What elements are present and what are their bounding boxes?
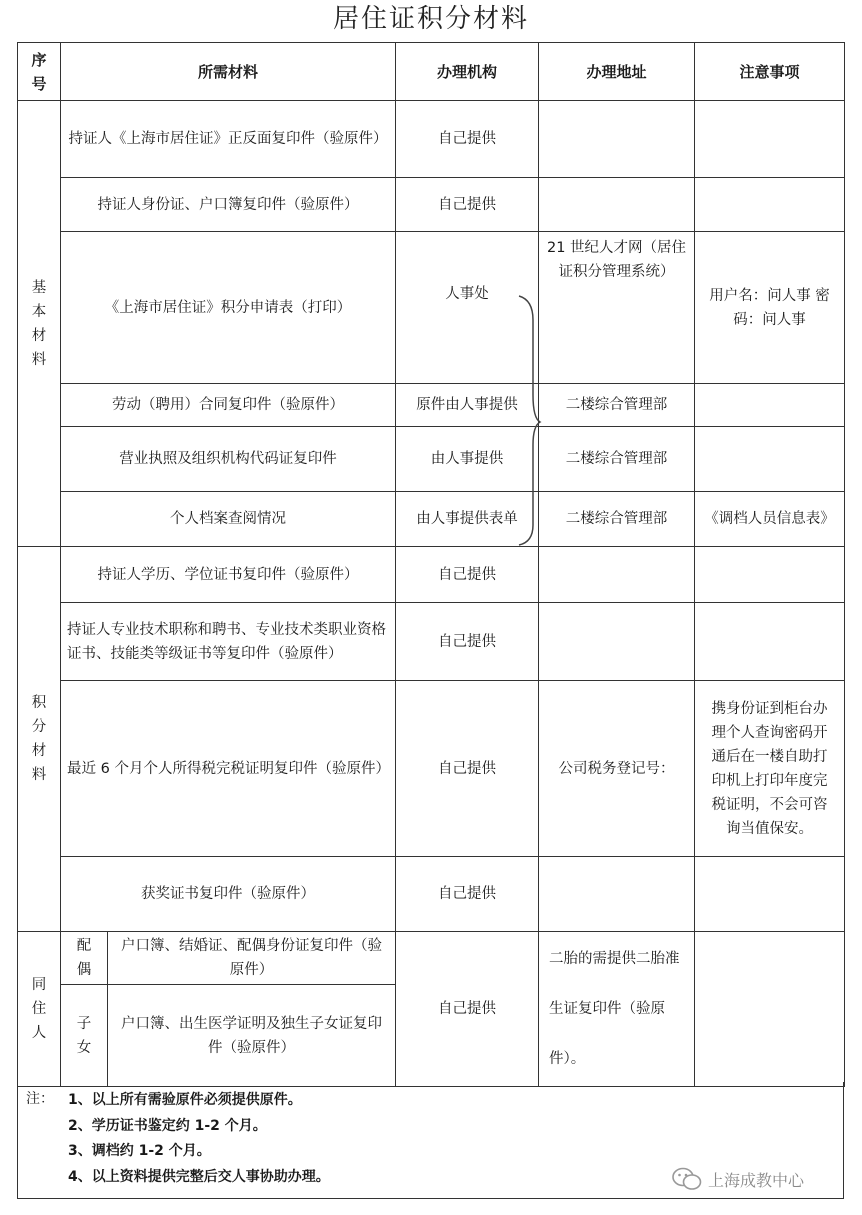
agency-cell: 自己提供 <box>396 547 539 603</box>
table-row <box>18 547 845 603</box>
header-agency: 办理机构 <box>396 43 539 101</box>
footnote-item: 1、以上所有需验原件必须提供原件。 <box>68 1092 302 1108</box>
header-address: 办理地址 <box>539 43 695 101</box>
cohab-who-cell: 配 偶 <box>61 932 108 985</box>
agency-cell: 自己提供 <box>396 101 539 178</box>
footnote-item: 3、调档约 1-2 个月。 <box>68 1143 211 1159</box>
footnote-item: 4、以上资料提供完整后交人事协助办理。 <box>68 1168 330 1185</box>
agency-cell: 由人事提供表单 <box>396 492 539 547</box>
notes-cell <box>695 384 845 427</box>
address-cell: 二楼综合管理部 <box>539 427 695 492</box>
notes-cell <box>695 932 845 1087</box>
material-cell: 最近 6 个月个人所得税完税证明复印件（验原件） <box>61 681 396 857</box>
cohab-who-cell: 子 女 <box>61 985 108 1087</box>
notes-cell <box>695 603 845 681</box>
address-cell: 二胎的需提供二胎准生证复印件（验原件）。 <box>539 932 695 1087</box>
material-cell: 持证人《上海市居住证》正反面复印件（验原件） <box>61 101 396 178</box>
watermark <box>672 1162 804 1196</box>
address-cell <box>539 101 695 178</box>
material-cell: 持证人身份证、户口簿复印件（验原件） <box>61 178 396 232</box>
table-row <box>18 384 845 427</box>
material-cell: 劳动（聘用）合同复印件（验原件） <box>61 384 396 427</box>
materials-table <box>17 42 845 1087</box>
footnotes-list <box>68 1088 330 1190</box>
address-cell <box>539 547 695 603</box>
agency-cell: 自己提供 <box>396 178 539 232</box>
notes-cell <box>695 857 845 932</box>
notes-cell <box>695 427 845 492</box>
table-row <box>18 932 845 985</box>
watermark-text: 上海成教中心 <box>708 1170 805 1190</box>
address-cell: 公司税务登记号： <box>539 681 695 857</box>
group-points-label: 积 分 材 料 <box>18 547 61 932</box>
footnote-item: 2、学历证书鉴定约 1-2 个月。 <box>68 1117 267 1134</box>
address-cell: 二楼综合管理部 <box>539 492 695 547</box>
address-cell <box>539 857 695 932</box>
address-cell: 21 世纪人才网（居住证积分管理系统） <box>539 232 695 384</box>
table-row <box>18 232 845 384</box>
material-cell: 户口簿、出生医学证明及独生子女证复印件（验原件） <box>108 985 396 1087</box>
header-seq: 序 号 <box>18 43 61 101</box>
material-cell: 户口簿、结婚证、配偶身份证复印件（验原件） <box>108 932 396 985</box>
notes-cell: 用户名：问人事 密码：问人事 <box>695 232 845 384</box>
agency-cell: 自己提供 <box>396 681 539 857</box>
notes-cell: 《调档人员信息表》 <box>695 492 845 547</box>
material-cell: 获奖证书复印件（验原件） <box>61 857 396 932</box>
agency-cell: 自己提供 <box>396 603 539 681</box>
table-row <box>18 857 845 932</box>
notes-cell: 携身份证到柜台办理个人查询密码开通后在一楼自助打印机上打印年度完税证明，不会可咨询当值保安。 <box>695 681 845 857</box>
header-row <box>18 43 845 101</box>
table-row <box>18 603 845 681</box>
agency-cell: 人事处 <box>396 232 539 384</box>
table-row <box>18 681 845 857</box>
agency-cell: 自己提供 <box>396 932 539 1087</box>
header-notes: 注意事项 <box>695 43 845 101</box>
table-row <box>18 101 845 178</box>
material-cell: 个人档案查阅情况 <box>61 492 396 547</box>
wechat-icon <box>672 1166 702 1192</box>
material-cell: 持证人学历、学位证书复印件（验原件） <box>61 547 396 603</box>
header-material: 所需材料 <box>61 43 396 101</box>
table-row <box>18 492 845 547</box>
material-cell: 营业执照及组织机构代码证复印件 <box>61 427 396 492</box>
agency-cell: 自己提供 <box>396 857 539 932</box>
agency-cell: 由人事提供 <box>396 427 539 492</box>
notes-cell <box>695 547 845 603</box>
table-row <box>18 178 845 232</box>
address-cell: 二楼综合管理部 <box>539 384 695 427</box>
group-cohab-label: 同 住 人 <box>18 932 61 1087</box>
agency-cell: 原件由人事提供 <box>396 384 539 427</box>
notes-cell <box>695 178 845 232</box>
address-cell <box>539 178 695 232</box>
notes-cell <box>695 101 845 178</box>
page-title: 居住证积分材料 <box>332 4 529 34</box>
material-cell: 《上海市居住证》积分申请表（打印） <box>61 232 396 384</box>
group-basic-label: 基 本 材 料 <box>18 101 61 547</box>
table-row <box>18 427 845 492</box>
address-cell <box>539 603 695 681</box>
footnotes-label: 注： <box>26 1091 54 1107</box>
material-cell: 持证人专业技术职称和聘书、专业技术类职业资格证书、技能类等级证书等复印件（验原件） <box>61 603 396 681</box>
